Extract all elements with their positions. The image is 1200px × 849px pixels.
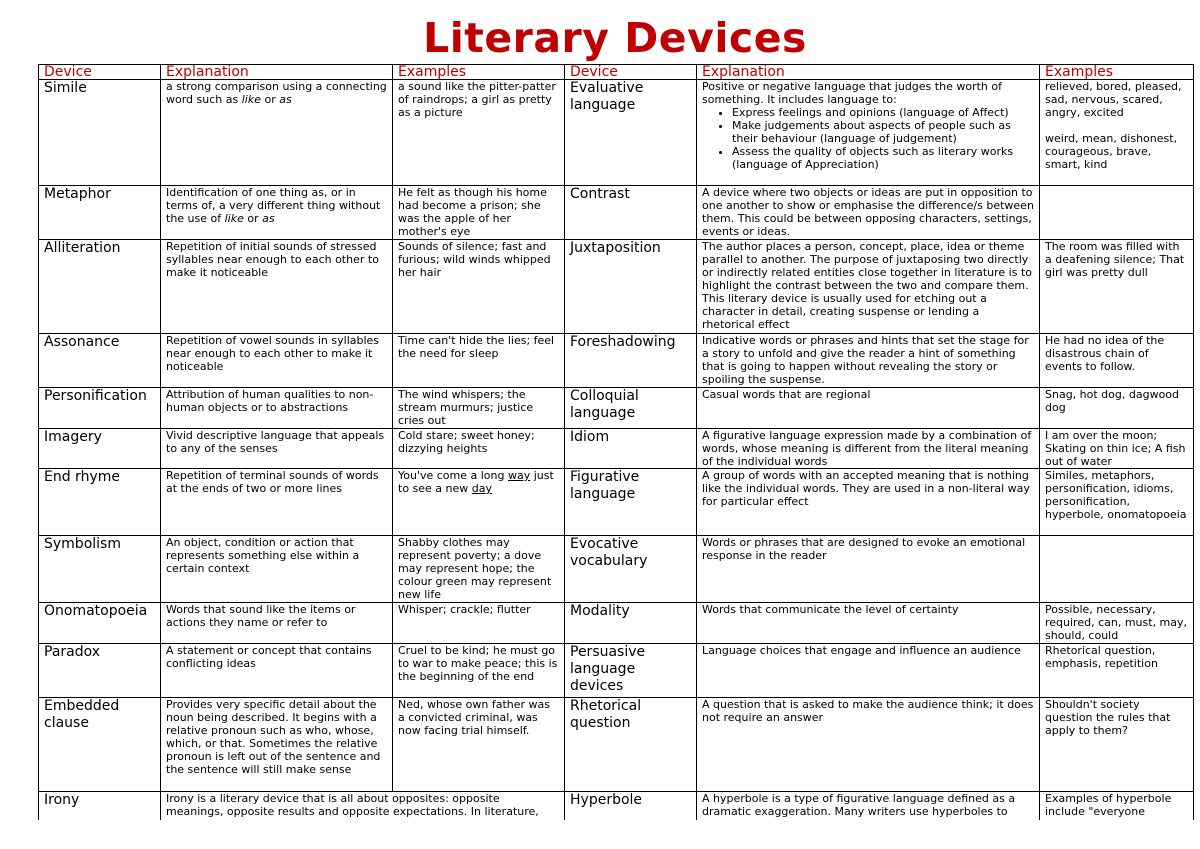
explanation-cell: Words or phrases that are designed to evoke an emotional response in the reader	[697, 536, 1040, 603]
examples-cell: Similes, metaphors, personification, idioms, personification, hyperbole, onomatopoeia	[1040, 469, 1194, 536]
device-cell: Simile	[39, 80, 161, 186]
device-cell: Embedded clause	[39, 698, 161, 792]
examples-text: relieved, bored, pleased, sad, nervous, scared, angry, excited	[1045, 80, 1182, 119]
device-cell: Assonance	[39, 334, 161, 388]
explanation-cell	[161, 80, 393, 186]
bullet-item: • Make judgements about aspects of people such as their behaviour (language of judgement)	[732, 119, 1034, 145]
examples-cell: Shabby clothes may represent poverty; a dove may represent hope; the colour green may represent new life	[393, 536, 565, 603]
explanation-cell: A statement or concept that contains conflicting ideas	[161, 644, 393, 698]
explanation-cell: Words that sound like the items or actions they name or refer to	[161, 603, 393, 644]
device-cell: Evaluative language	[565, 80, 697, 186]
explanation-cell: An object, condition or action that represents something else within a certain context	[161, 536, 393, 603]
examples-cell: Ned, whose own father was a convicted criminal, was now facing trial himself.	[393, 698, 565, 792]
explanation-cell: A figurative language expression made by a combination of words, whose meaning is different from the literal meaning of the individual words	[697, 429, 1040, 469]
device-cell: Figurative language	[565, 469, 697, 536]
explanation-cell: Words that communicate the level of certainty	[697, 603, 1040, 644]
examples-cell	[1040, 186, 1194, 240]
explanation-text: or	[243, 212, 263, 225]
table-row	[39, 536, 1194, 603]
explanation-text: Identification of one thing as, or in terms of, a very different thing without the use of	[166, 186, 381, 225]
examples-cell: Examples of hyperbole include "everyone	[1040, 792, 1194, 820]
device-cell: Evocative vocabulary	[565, 536, 697, 603]
literary-devices-table	[38, 64, 1194, 820]
device-cell: Hyperbole	[565, 792, 697, 820]
examples-cell	[1040, 536, 1194, 603]
device-cell: End rhyme	[39, 469, 161, 536]
explanation-cell	[161, 186, 393, 240]
examples-cell: Sounds of silence; fast and furious; wild winds whipped her hair	[393, 240, 565, 334]
examples-cell: Cruel to be kind; he must go to war to make peace; this is the beginning of the end	[393, 644, 565, 698]
device-cell: Imagery	[39, 429, 161, 469]
table-row	[39, 186, 1194, 240]
examples-cell: He had no idea of the disastrous chain of events to follow.	[1040, 334, 1194, 388]
explanation-cell: Casual words that are regional	[697, 388, 1040, 429]
device-cell: Personification	[39, 388, 161, 429]
table-row	[39, 240, 1194, 334]
explanation-cell: Vivid descriptive language that appeals to any of the senses	[161, 429, 393, 469]
page-title: Literary Devices	[423, 14, 807, 62]
device-cell: Idiom	[565, 429, 697, 469]
device-cell: Modality	[565, 603, 697, 644]
examples-cell: Whisper; crackle; flutter	[393, 603, 565, 644]
table-row	[39, 792, 1194, 820]
device-cell: Paradox	[39, 644, 161, 698]
examples-text: weird, mean, dishonest, courageous, brave, smart, kind	[1045, 132, 1178, 171]
examples-text: just to see a new	[398, 469, 554, 495]
device-cell: Colloquial language	[565, 388, 697, 429]
table-row	[39, 80, 1194, 186]
table-row	[39, 334, 1194, 388]
explanation-italic: like	[241, 93, 261, 106]
header-explanation-2: Explanation	[697, 65, 1040, 80]
explanation-cell: A hyperbole is a type of figurative language defined as a dramatic exaggeration. Many writers use hyperboles to	[697, 792, 1040, 820]
explanation-cell: A device where two objects or ideas are put in opposition to one another to show or emphasise the difference/s between them. This could be between opposing characters, settings, events or ideas.	[697, 186, 1040, 240]
device-cell: Persuasive language devices	[565, 644, 697, 698]
examples-cell: a sound like the pitter-patter of raindrops; a girl as pretty as a picture	[393, 80, 565, 186]
explanation-cell: The author places a person, concept, place, idea or theme parallel to another. The purpose of juxtaposing two directly or indirectly related entities close together in literature is to highlight the contrast between the two and compare them. This literary device is usually used for etching out a character in detail, creating suspense or lending a rhetorical effect	[697, 240, 1040, 334]
explanation-italic: as	[262, 212, 275, 225]
examples-cell	[393, 469, 565, 536]
examples-cell: Possible, necessary, required, can, must, may, should, could	[1040, 603, 1194, 644]
explanation-cell: Indicative words or phrases and hints that set the stage for a story to unfold and give the reader a hint of something that is going to happen without revealing the story or spoiling the suspense.	[697, 334, 1040, 388]
table-row	[39, 644, 1194, 698]
explanation-italic: like	[224, 212, 244, 225]
device-cell: Alliteration	[39, 240, 161, 334]
examples-cell: Shouldn't society question the rules that apply to them?	[1040, 698, 1194, 792]
explanation-cell: Language choices that engage and influence an audience	[697, 644, 1040, 698]
device-cell: Contrast	[565, 186, 697, 240]
table-row	[39, 388, 1194, 429]
examples-underlined: way	[508, 469, 531, 482]
explanation-italic: as	[279, 93, 292, 106]
explanation-intro: Positive or negative language that judges the worth of something. It includes language to:	[702, 80, 1002, 106]
examples-cell: The room was filled with a deafening silence; That girl was pretty dull	[1040, 240, 1194, 334]
examples-cell	[1040, 80, 1194, 186]
device-cell: Rhetorical question	[565, 698, 697, 792]
header-device: Device	[39, 65, 161, 80]
header-examples-2: Examples	[1040, 65, 1194, 80]
table-row	[39, 603, 1194, 644]
header-device-2: Device	[565, 65, 697, 80]
examples-cell: I am over the moon; Skating on thin ice; A fish out of water	[1040, 429, 1194, 469]
examples-underlined: day	[471, 482, 493, 495]
bullet-item: • Assess the quality of objects such as literary works (language of Appreciation)	[732, 145, 1034, 171]
header-examples: Examples	[393, 65, 565, 80]
explanation-cell: Irony is a literary device that is all about opposites: opposite meanings, opposite results and opposite expectations. In literature,	[161, 792, 565, 820]
header-explanation: Explanation	[161, 65, 393, 80]
examples-cell: Snag, hot dog, dagwood dog	[1040, 388, 1194, 429]
explanation-cell: Repetition of initial sounds of stressed syllables near enough to each other to make it noticeable	[161, 240, 393, 334]
device-cell: Metaphor	[39, 186, 161, 240]
explanation-text: or	[260, 93, 280, 106]
explanation-cell: Repetition of vowel sounds in syllables near enough to each other to make it noticeable	[161, 334, 393, 388]
table-row	[39, 429, 1194, 469]
examples-cell: Rhetorical question, emphasis, repetition	[1040, 644, 1194, 698]
explanation-cell	[697, 80, 1040, 186]
table-row	[39, 698, 1194, 792]
explanation-cell: Provides very specific detail about the noun being described. It begins with a relative pronoun such as who, whose, which, or that. Sometimes the relative pronoun is left out of the sentence and the sentence will still make sense	[161, 698, 393, 792]
explanation-cell: A question that is asked to make the audience think; it does not require an answer	[697, 698, 1040, 792]
device-cell: Irony	[39, 792, 161, 820]
examples-cell: The wind whispers; the stream murmurs; justice cries out	[393, 388, 565, 429]
explanation-cell: Attribution of human qualities to non-human objects or to abstractions	[161, 388, 393, 429]
bullet-list	[702, 106, 1034, 171]
explanation-cell: A group of words with an accepted meaning that is nothing like the individual words. They are used in a non-literal way for particular effect	[697, 469, 1040, 536]
header-row	[39, 65, 1194, 80]
table-row	[39, 469, 1194, 536]
explanation-text: a strong comparison using a connecting word such as	[166, 80, 387, 106]
examples-cell: Time can't hide the lies; feel the need for sleep	[393, 334, 565, 388]
device-cell: Foreshadowing	[565, 334, 697, 388]
examples-cell: He felt as though his home had become a prison; she was the apple of her mother's eye	[393, 186, 565, 240]
device-cell: Onomatopoeia	[39, 603, 161, 644]
device-cell: Juxtaposition	[565, 240, 697, 334]
device-cell: Symbolism	[39, 536, 161, 603]
examples-text: You've come a long	[398, 469, 508, 482]
examples-cell: Cold stare; sweet honey; dizzying heights	[393, 429, 565, 469]
explanation-cell: Repetition of terminal sounds of words at the ends of two or more lines	[161, 469, 393, 536]
bullet-item: • Express feelings and opinions (language of Affect)	[732, 106, 1034, 119]
